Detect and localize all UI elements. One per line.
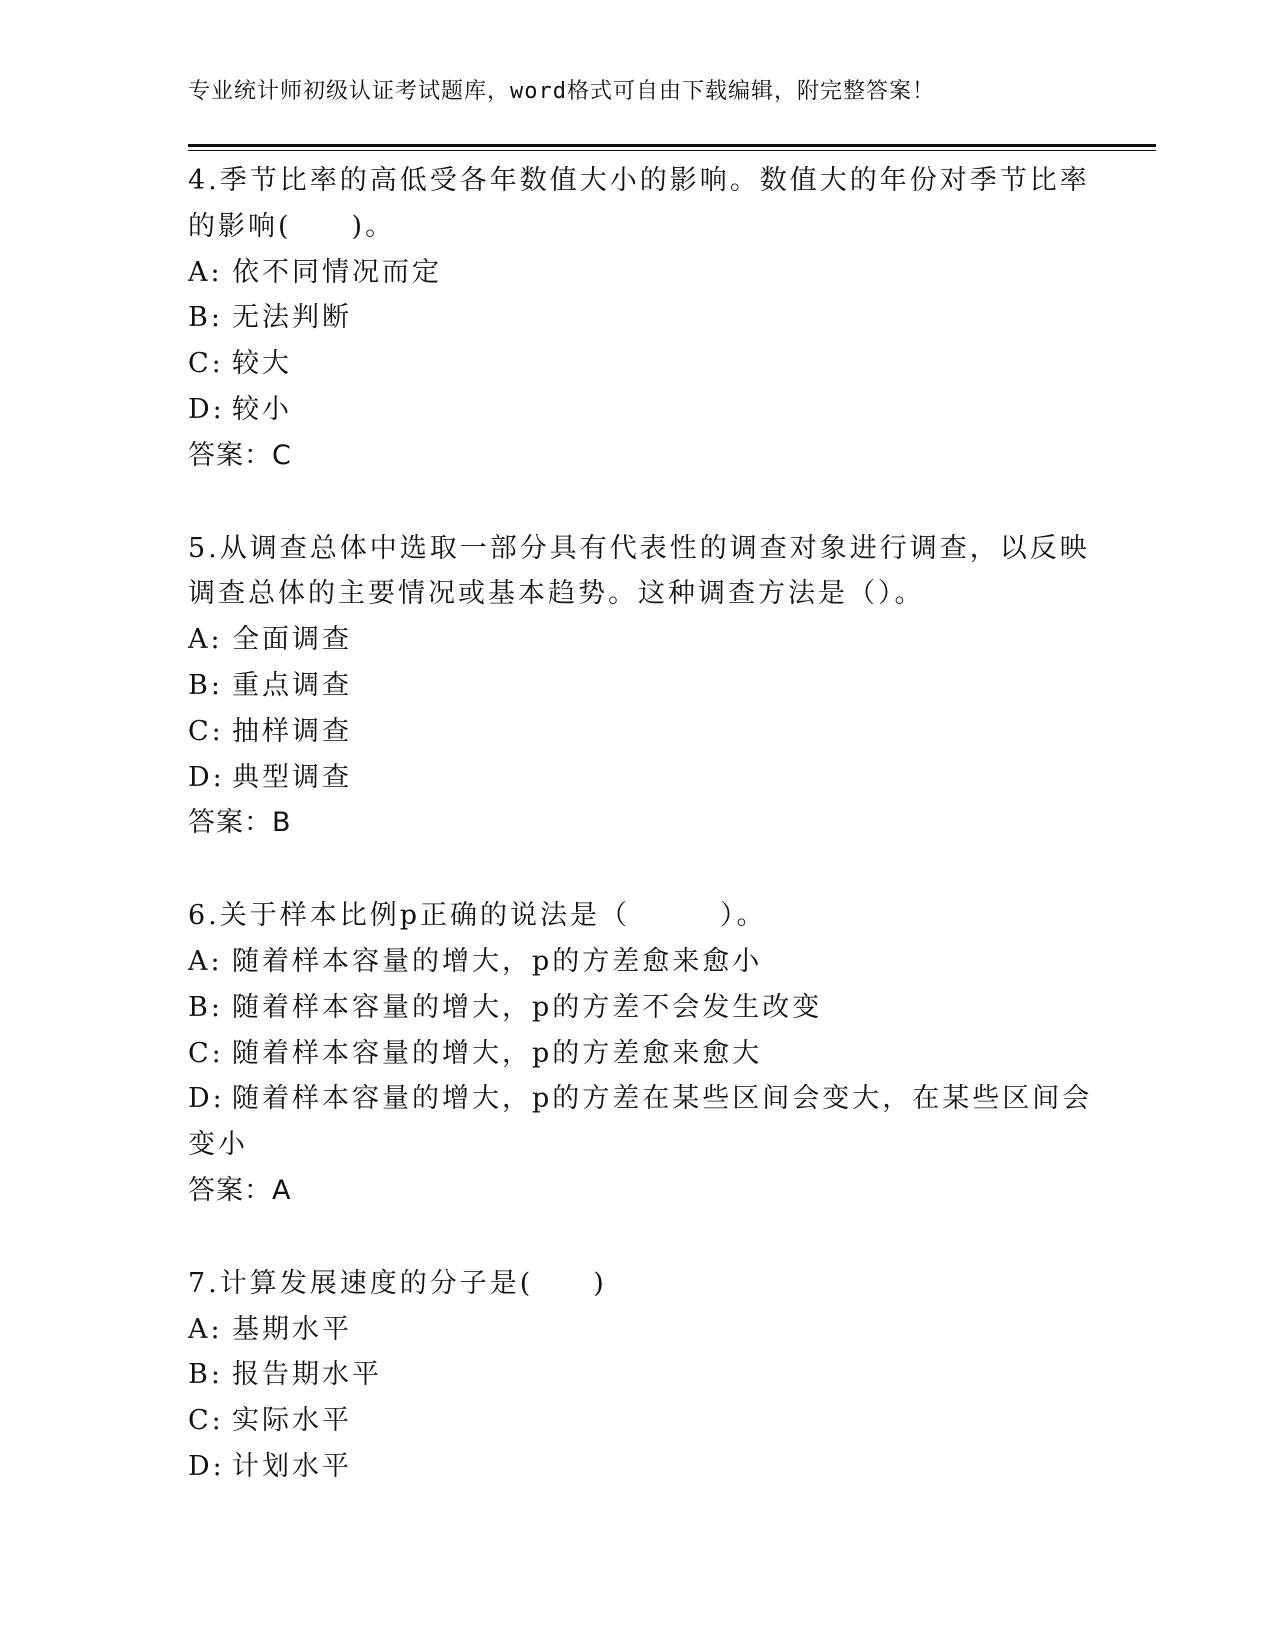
answer-line: 答案：B: [188, 807, 292, 839]
question-7: [188, 1261, 1068, 1490]
option-text: 随着样本容量的增大，p的方差愈来愈大: [232, 1037, 763, 1069]
option-text: 依不同情况而定: [232, 256, 442, 288]
option-text: 报告期水平: [232, 1359, 382, 1391]
question-stem: 4.季节比率的高低受各年数值大小的影响。数值大的年份对季节比率: [188, 165, 1090, 196]
option-text: 随着样本容量的增大，p的方差愈来愈小: [232, 945, 763, 977]
question-list: [188, 158, 1093, 1537]
question-stem: 6.关于样本比例p正确的说法是（ ）。: [188, 900, 767, 932]
option-b: [188, 663, 1068, 709]
option-text: 典型调查: [232, 761, 352, 793]
option-a: [188, 617, 1068, 663]
option-d: [188, 1444, 1068, 1490]
option-a: [188, 250, 1068, 296]
option-text: 重点调查: [232, 669, 352, 701]
option-d: [188, 1076, 1093, 1122]
option-c: [188, 1398, 1068, 1444]
option-b: [188, 1352, 1068, 1398]
option-text: 随着样本容量的增大，p的方差在某些区间会变大，在某些区间会: [232, 1083, 1093, 1115]
option-d: [188, 387, 1068, 433]
option-text: 实际水平: [232, 1405, 352, 1437]
answer-line: 答案：C: [188, 439, 292, 471]
option-text: 随着样本容量的增大，p的方差不会发生改变: [232, 991, 823, 1023]
option-letter: D:: [188, 393, 225, 425]
option-b: [188, 295, 1068, 341]
option-text: 计划水平: [232, 1450, 352, 1482]
option-letter: D:: [188, 761, 225, 793]
question-stem: 的影响( )。: [188, 210, 396, 242]
option-letter: D:: [188, 1450, 225, 1482]
option-letter: A:: [188, 945, 223, 977]
answer-line: 答案：A: [188, 1174, 292, 1206]
option-c: [188, 341, 1068, 387]
option-a: [188, 939, 1068, 985]
header-rule-thin: [188, 150, 1156, 151]
question-5: [188, 526, 1090, 847]
question-stem: 调查总体的主要情况或基本趋势。这种调查方法是（）。: [188, 578, 925, 610]
question-6: [188, 893, 1093, 1214]
option-letter: C:: [188, 715, 224, 747]
option-letter: A:: [188, 624, 223, 656]
option-c: [188, 1031, 1068, 1077]
question-stem: 5.从调查总体中选取一部分具有代表性的调查对象进行调查，以反映: [188, 532, 1090, 564]
question-4: [188, 158, 1090, 479]
option-text: 抽样调查: [232, 715, 352, 747]
option-a: [188, 1307, 1068, 1353]
option-text: 无法判断: [232, 302, 352, 334]
option-letter: C:: [188, 348, 224, 380]
option-letter: B:: [188, 1359, 223, 1391]
page-header: 专业统计师初级认证考试题库，word格式可自由下载编辑，附完整答案！: [188, 79, 935, 104]
option-c: [188, 709, 1068, 755]
option-text: 较小: [232, 393, 292, 425]
option-text: 全面调查: [232, 624, 352, 656]
option-letter: B:: [188, 302, 223, 334]
question-stem: 7.计算发展速度的分子是( ): [188, 1267, 607, 1299]
option-letter: A:: [188, 256, 223, 288]
option-letter: C:: [188, 1037, 224, 1069]
option-text: 较大: [232, 348, 292, 380]
header-rule-thick: [188, 144, 1156, 147]
option-letter: D:: [188, 1083, 225, 1115]
option-letter: A:: [188, 1313, 223, 1345]
option-b: [188, 985, 1068, 1031]
option-letter: B:: [188, 991, 223, 1023]
option-text: 基期水平: [232, 1313, 352, 1345]
option-d-continuation: 变小: [188, 1129, 248, 1161]
option-letter: B:: [188, 669, 223, 701]
option-letter: C:: [188, 1405, 224, 1437]
option-d: [188, 755, 1068, 801]
